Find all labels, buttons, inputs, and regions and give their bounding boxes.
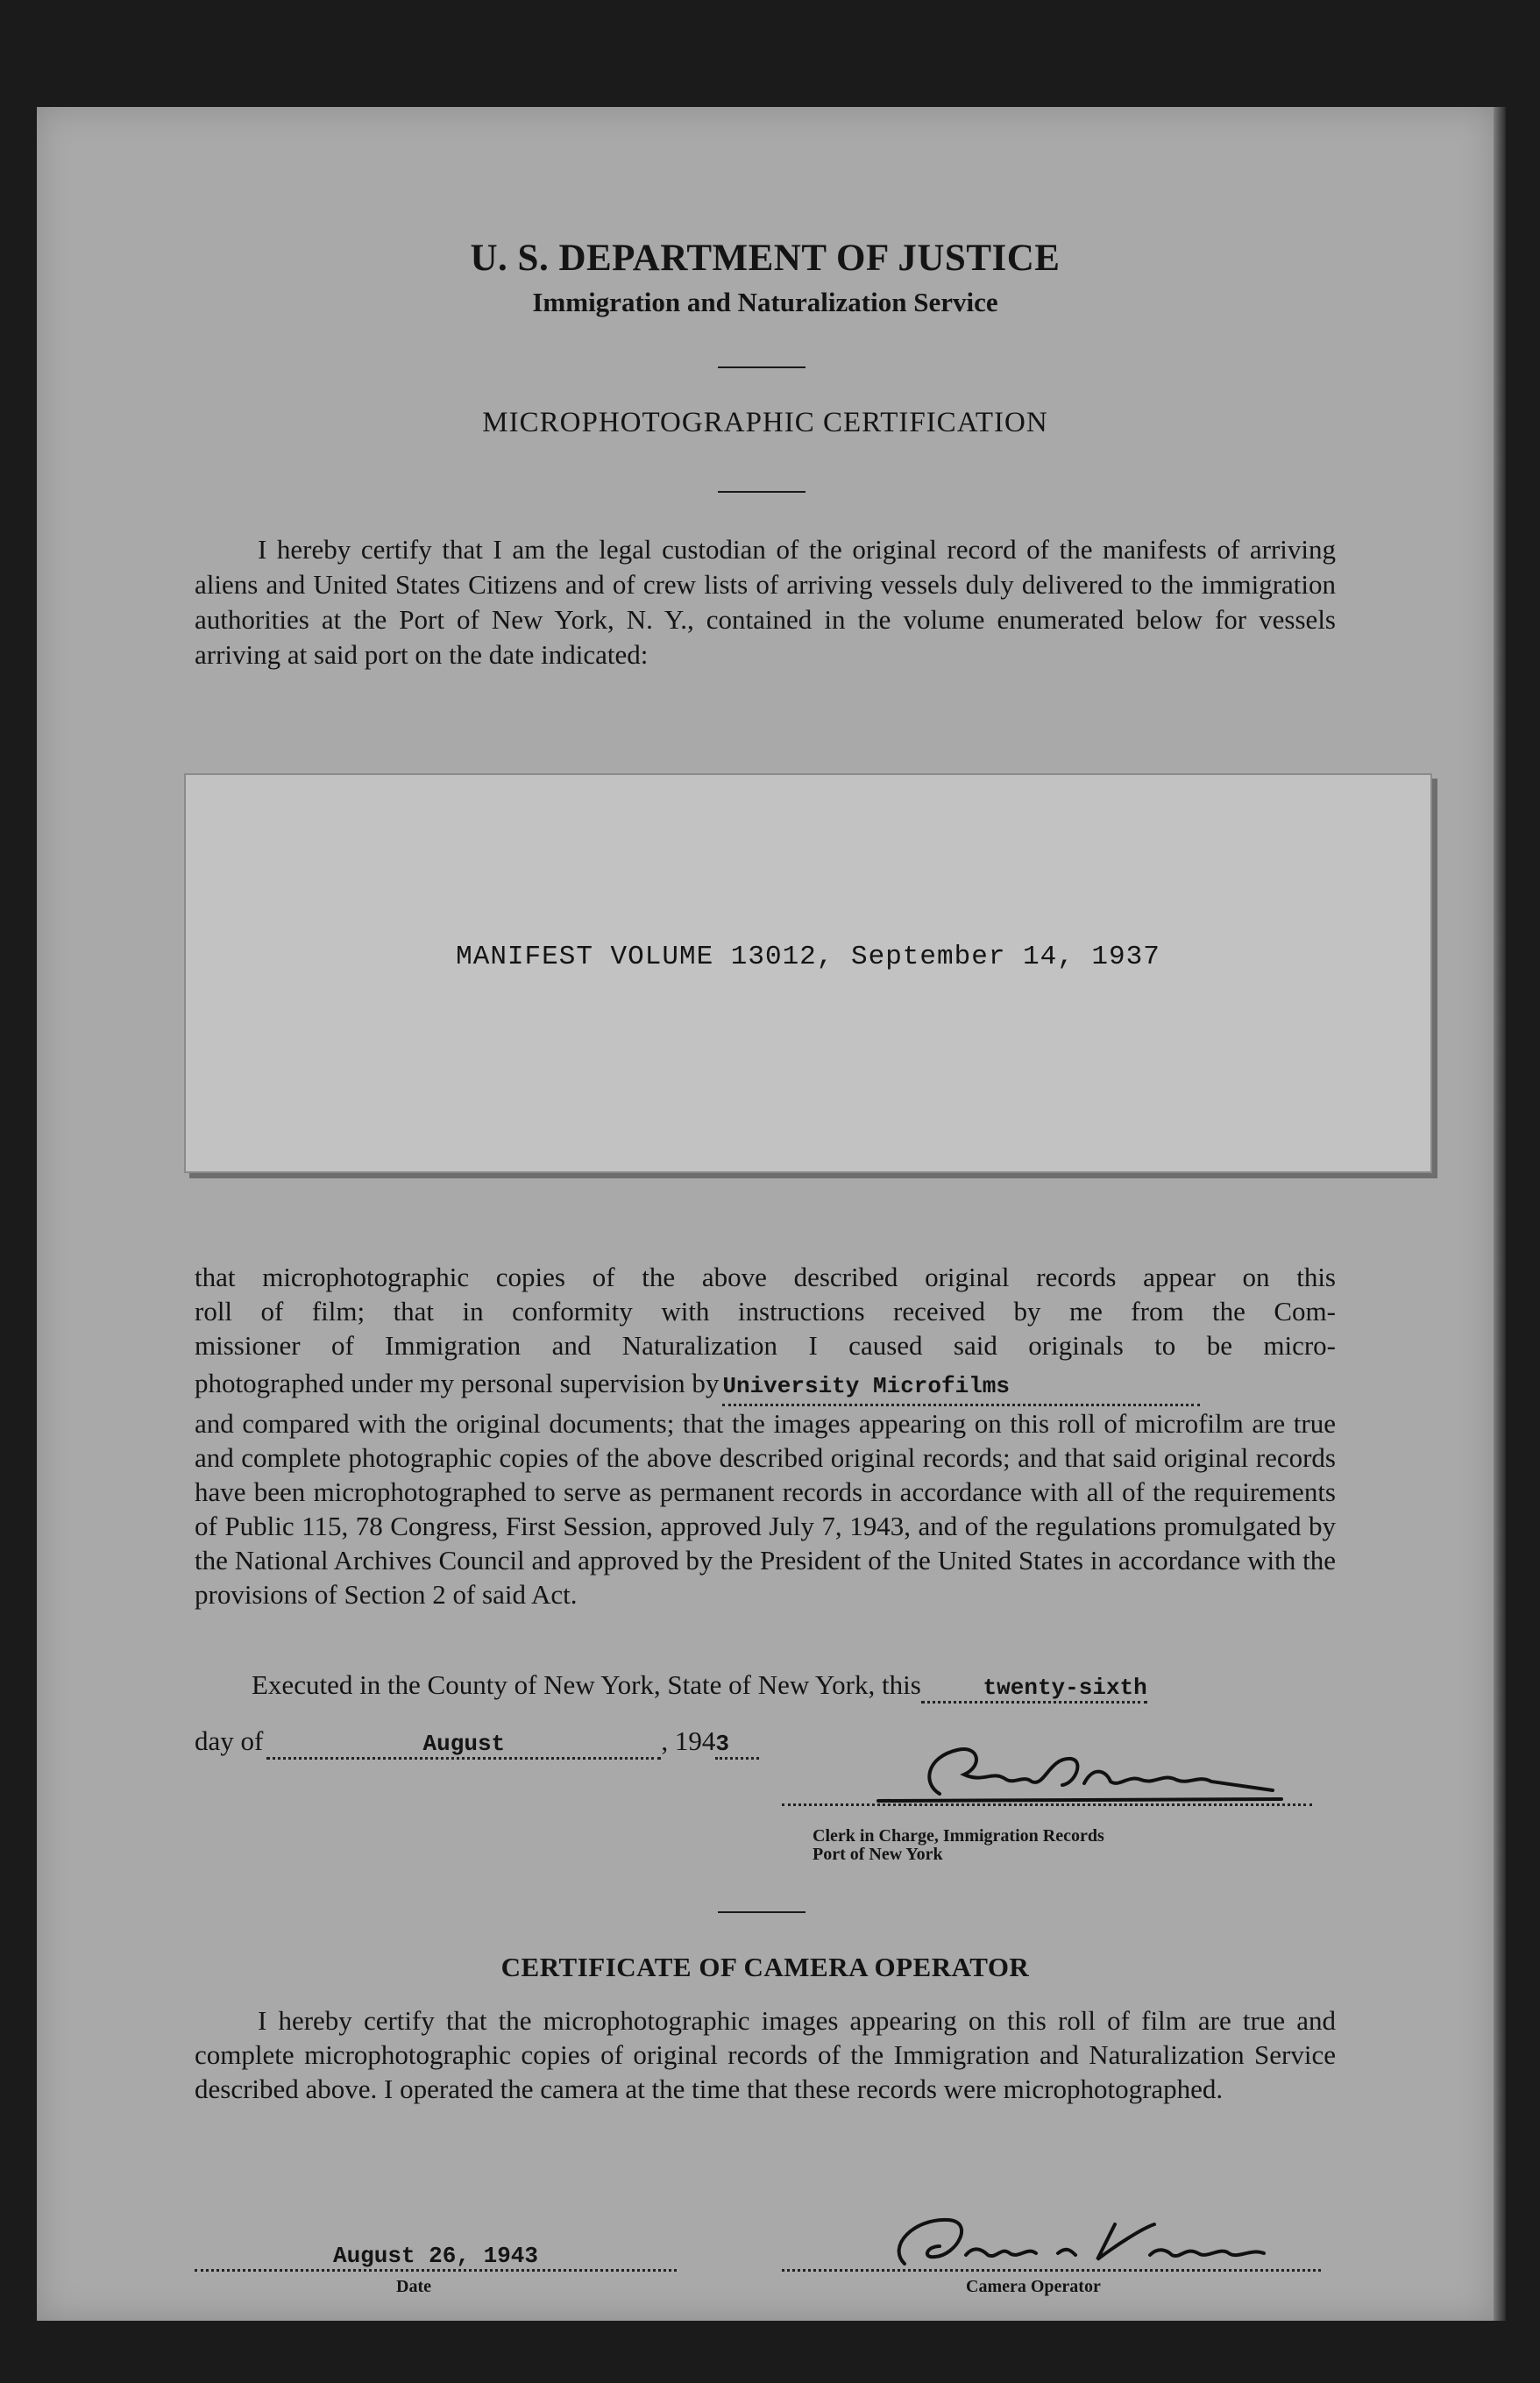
clerk-signature-line (782, 1803, 1312, 1806)
divider (718, 491, 805, 493)
camera-date-value: August 26, 1943 (332, 2243, 539, 2269)
volume-card (184, 773, 1432, 1173)
camera-certificate-title: CERTIFICATE OF CAMERA OPERATOR (500, 1952, 1030, 1982)
supervisor-field (722, 1366, 1200, 1406)
clerk-caption (813, 1827, 1104, 1864)
operator-signature-line (782, 2239, 1321, 2272)
month-value: August (422, 1731, 506, 1757)
body-line: roll of film; that in conformity with instructions received by me from the Com- (195, 1296, 1336, 1327)
body-line: missioner of Immigration and Naturalization I caused said originals to be micro- (195, 1330, 1336, 1361)
divider (718, 1911, 805, 1913)
year-value: 3 (715, 1731, 729, 1757)
body-rest: and compared with the original documents; that the images appearing on this roll of microfilm are true and complete photographic copies of the above described original records; and that said original records have been microphotographed to serve as permanent records in accordance with all of the requirements of Public 115, 78 Congress, First Session, approved July 7, 1943, and of the regulations promulgated by the National Archives Council and approved by the President of the United States in accordance with the provisions of Section 2 of said Act. (195, 1408, 1336, 1610)
date-line (195, 1725, 759, 1760)
month-field (266, 1725, 661, 1760)
service-subheading: Immigration and Naturalization Service (532, 287, 998, 317)
department-heading: U. S. DEPARTMENT OF JUSTICE (470, 238, 1061, 279)
execution-label: Executed in the County of New York, State of New York, this (252, 1669, 921, 1700)
manifest-volume-text: MANIFEST VOLUME 13012, September 14, 1937 (456, 942, 1160, 972)
intro-paragraph: I hereby certify that I am the legal custodian of the original record of the manifests of arriving aliens and United States Citizens and of crew lists of arriving vessels duly delivered to the immigration authorities at the Port of New York, N. Y., contained in the volume enumerated below for vessels arriving at said port on the date indicated: (195, 534, 1336, 670)
clerk-title: Clerk in Charge, Immigration Records (813, 1826, 1104, 1846)
day-field (921, 1669, 1147, 1704)
execution-line (252, 1669, 1147, 1704)
camera-certificate-text: I hereby certify that the microphotographic images appearing on this roll of film are true and complete microphotographic copies of original records of the Immigration and Naturalization Service described above. I operated the camera at the time that these records were microphotographed. (195, 2005, 1336, 2104)
supervision-label: photographed under my personal supervision by (195, 1368, 720, 1398)
day-value: twenty-sixth (983, 1675, 1147, 1701)
sheet-edge (1494, 107, 1506, 2321)
operator-label: Camera Operator (966, 2277, 1101, 2296)
year-field (715, 1725, 759, 1760)
certificate-sheet (37, 107, 1494, 2321)
body-paragraph (195, 1260, 1336, 1611)
divider (718, 366, 805, 368)
supervisor-value: University Microfilms (722, 1373, 1011, 1399)
body-line (195, 1366, 1336, 1406)
camera-date-field (195, 2239, 677, 2272)
day-of-label: day of (195, 1725, 264, 1756)
date-label: Date (396, 2277, 431, 2296)
clerk-port: Port of New York (813, 1845, 943, 1864)
year-label: , 194 (661, 1725, 716, 1756)
body-line: that microphotographic copies of the above described original records appear on this (195, 1262, 1336, 1292)
certification-title: MICROPHOTOGRAPHIC CERTIFICATION (482, 407, 1048, 438)
